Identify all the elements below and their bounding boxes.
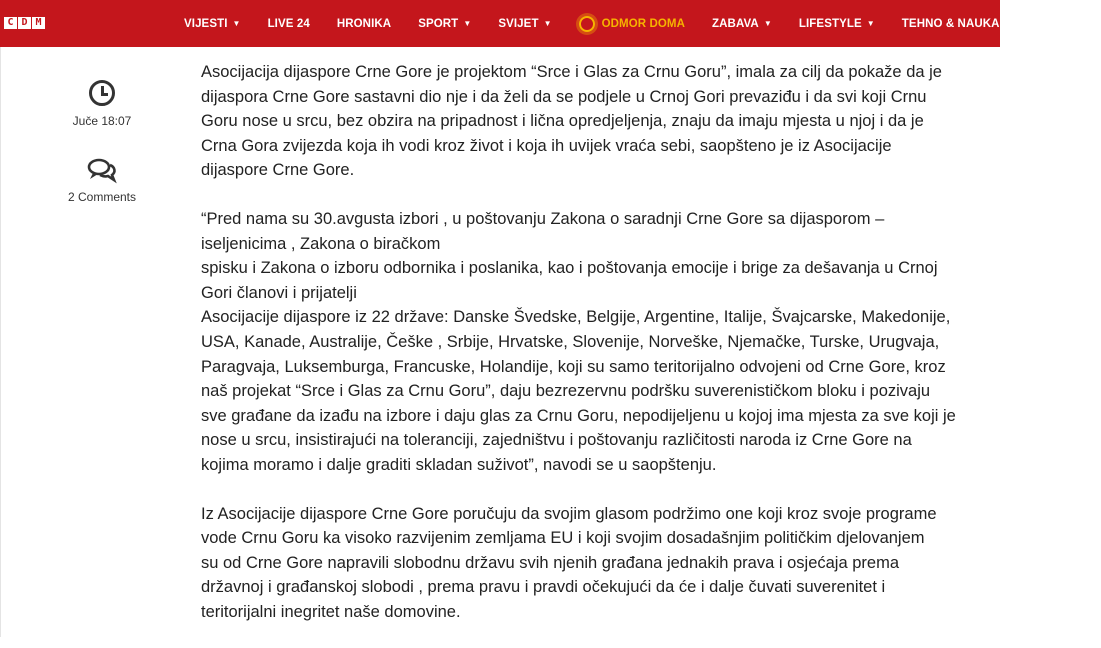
- text-line: “Pred nama su 30.avgusta izbori , u poštovanju Zakona o saradnji Crne Gore sa dijasporom –: [201, 209, 885, 228]
- caret-down-icon: ▼: [1004, 19, 1013, 28]
- main-nav: [184, 0, 1101, 47]
- comments-count[interactable]: 2 Comments: [67, 190, 137, 204]
- text-line: dijaspora Crne Gore sastavni dio nje i da želi da se podjele u Crnoj Gori prevaziđu i da svi koji Crnu: [201, 87, 927, 106]
- text-line: Asocijacije dijaspore iz 22 države: Danske Švedske, Belgije, Argentine, Italije, Švajcarske, Makedonije,: [201, 308, 951, 327]
- nav-item-lifestyle[interactable]: [799, 18, 875, 30]
- article-meta: [50, 80, 154, 204]
- nav-item-label: HRONIKA: [336, 17, 392, 30]
- text-line: sve građane da izađu na izbore i daju glas za Crnu Goru, nepodijeljenu u kojoj ima mjesta za sve koji je: [201, 406, 956, 425]
- text-line: kojima moramo i dalje graditi skladan suživot”, navodi se u saopštenju.: [201, 455, 717, 474]
- text-line: vode Crnu Goru ka visoko razvijenim zemljama EU i koji svojim dosadašnjim političkim djelovanjem: [201, 529, 925, 548]
- logo-letter: D: [18, 17, 31, 29]
- text-line: teritorijalni inegritet naše domovine.: [201, 602, 461, 621]
- nav-item-grad[interactable]: [1040, 18, 1074, 30]
- text-line: Paragvaja, Luksemburga, Francuske, Holandije, koji su samo teritorijalno odvojeni od Crne Gore, kroz: [201, 357, 946, 376]
- nav-item-sport[interactable]: [418, 18, 471, 30]
- nav-item-label: ZABAVA: [712, 17, 759, 30]
- nav-item-label: TEHNO & NAUKA: [901, 17, 1000, 30]
- publish-time: Juče 18:07: [72, 114, 132, 128]
- text-line: dijaspore Crne Gore.: [201, 161, 355, 180]
- nav-item-label: GRAD: [1039, 17, 1074, 30]
- text-line: nose u srcu, insistirajući na toleranciji, zajedništvu i poštovanju različitosti naroda iz Crne Gore na: [201, 431, 912, 450]
- article-paragraph: [201, 60, 971, 183]
- text-line: Gori članovi i prijatelji: [201, 283, 357, 302]
- nav-item-vijesti[interactable]: [184, 18, 241, 30]
- caret-down-icon: ▼: [543, 19, 552, 28]
- text-line: Goru nose u srcu, bez obzira na pripadnost i lična opredjeljenja, znaju da imaju mjesta u njoj i da je: [201, 112, 924, 131]
- caret-down-icon: ▼: [866, 19, 875, 28]
- logo-letter: M: [32, 17, 45, 29]
- caret-down-icon: ▼: [232, 19, 241, 28]
- text-line: Iz Asocijacije dijaspore Crne Gore poručuju da svojim glasom podržimo one koji kroz svoje programe: [201, 504, 937, 523]
- nav-item-label: SPORT: [418, 17, 459, 30]
- article-paragraph: [201, 207, 971, 478]
- nav-item-zabava[interactable]: [712, 18, 772, 30]
- comments-icon[interactable]: [87, 158, 117, 182]
- text-line: iseljenicima , Zakona o biračkom: [201, 234, 441, 253]
- nav-item-odmor-doma[interactable]: [579, 16, 685, 32]
- page-left-border: [0, 47, 1, 637]
- text-line: Asocijacija dijaspore Crne Gore je projektom “Srce i Glas za Crnu Goru”, imala za cilj da pokaže da je: [201, 63, 942, 81]
- article-paragraph: [201, 502, 971, 625]
- clock-icon: [89, 80, 115, 106]
- site-logo[interactable]: [4, 17, 45, 29]
- article-body: [201, 60, 971, 648]
- nav-item-label: VIJESTI: [184, 17, 228, 30]
- text-line: naš projekat “Srce i Glas za Crnu Goru”, daju bezrezervnu podršku suverenističkom bloku i pozivaju: [201, 382, 931, 401]
- caret-down-icon: ▼: [463, 19, 472, 28]
- sun-icon: [579, 16, 595, 32]
- nav-item-label: SVIJET: [498, 17, 539, 30]
- text-line: su od Crne Gore napravili slobodnu državu svih njenih građana jednakih prava i osjećaja prema: [201, 553, 899, 572]
- nav-item-hronika[interactable]: [337, 18, 391, 30]
- nav-item-svijet[interactable]: [498, 18, 551, 30]
- logo-letter: C: [4, 17, 17, 29]
- nav-item-label: ODMOR DOMA: [601, 17, 686, 30]
- text-line: spisku i Zakona o izboru odbornika i poslanika, kao i poštovanja emocije i brige za dešavanja u Crnoj: [201, 259, 938, 278]
- nav-item-live-24[interactable]: [268, 18, 310, 30]
- text-line: Crna Gora zvijezda koja ih vodi kroz život i koja ih uvijek vraća sebi, saopšteno je iz Asocijacije: [201, 136, 892, 155]
- text-line: USA, Kanade, Australije, Češke , Srbije, Hrvatske, Slovenije, Norveške, Njemačke, Turske, Urugvaja,: [201, 332, 940, 351]
- top-navbar: [0, 0, 1074, 47]
- caret-down-icon: ▼: [763, 19, 772, 28]
- nav-item-tehno-nauka[interactable]: [902, 18, 1013, 30]
- text-line: državnoj i građanskoj slobodi , prema pravu i pravdi očekujući da će i dalje čuvati suverenitet i: [201, 578, 886, 597]
- nav-item-label: LIFESTYLE: [798, 17, 862, 30]
- nav-item-label: LIVE 24: [267, 17, 310, 30]
